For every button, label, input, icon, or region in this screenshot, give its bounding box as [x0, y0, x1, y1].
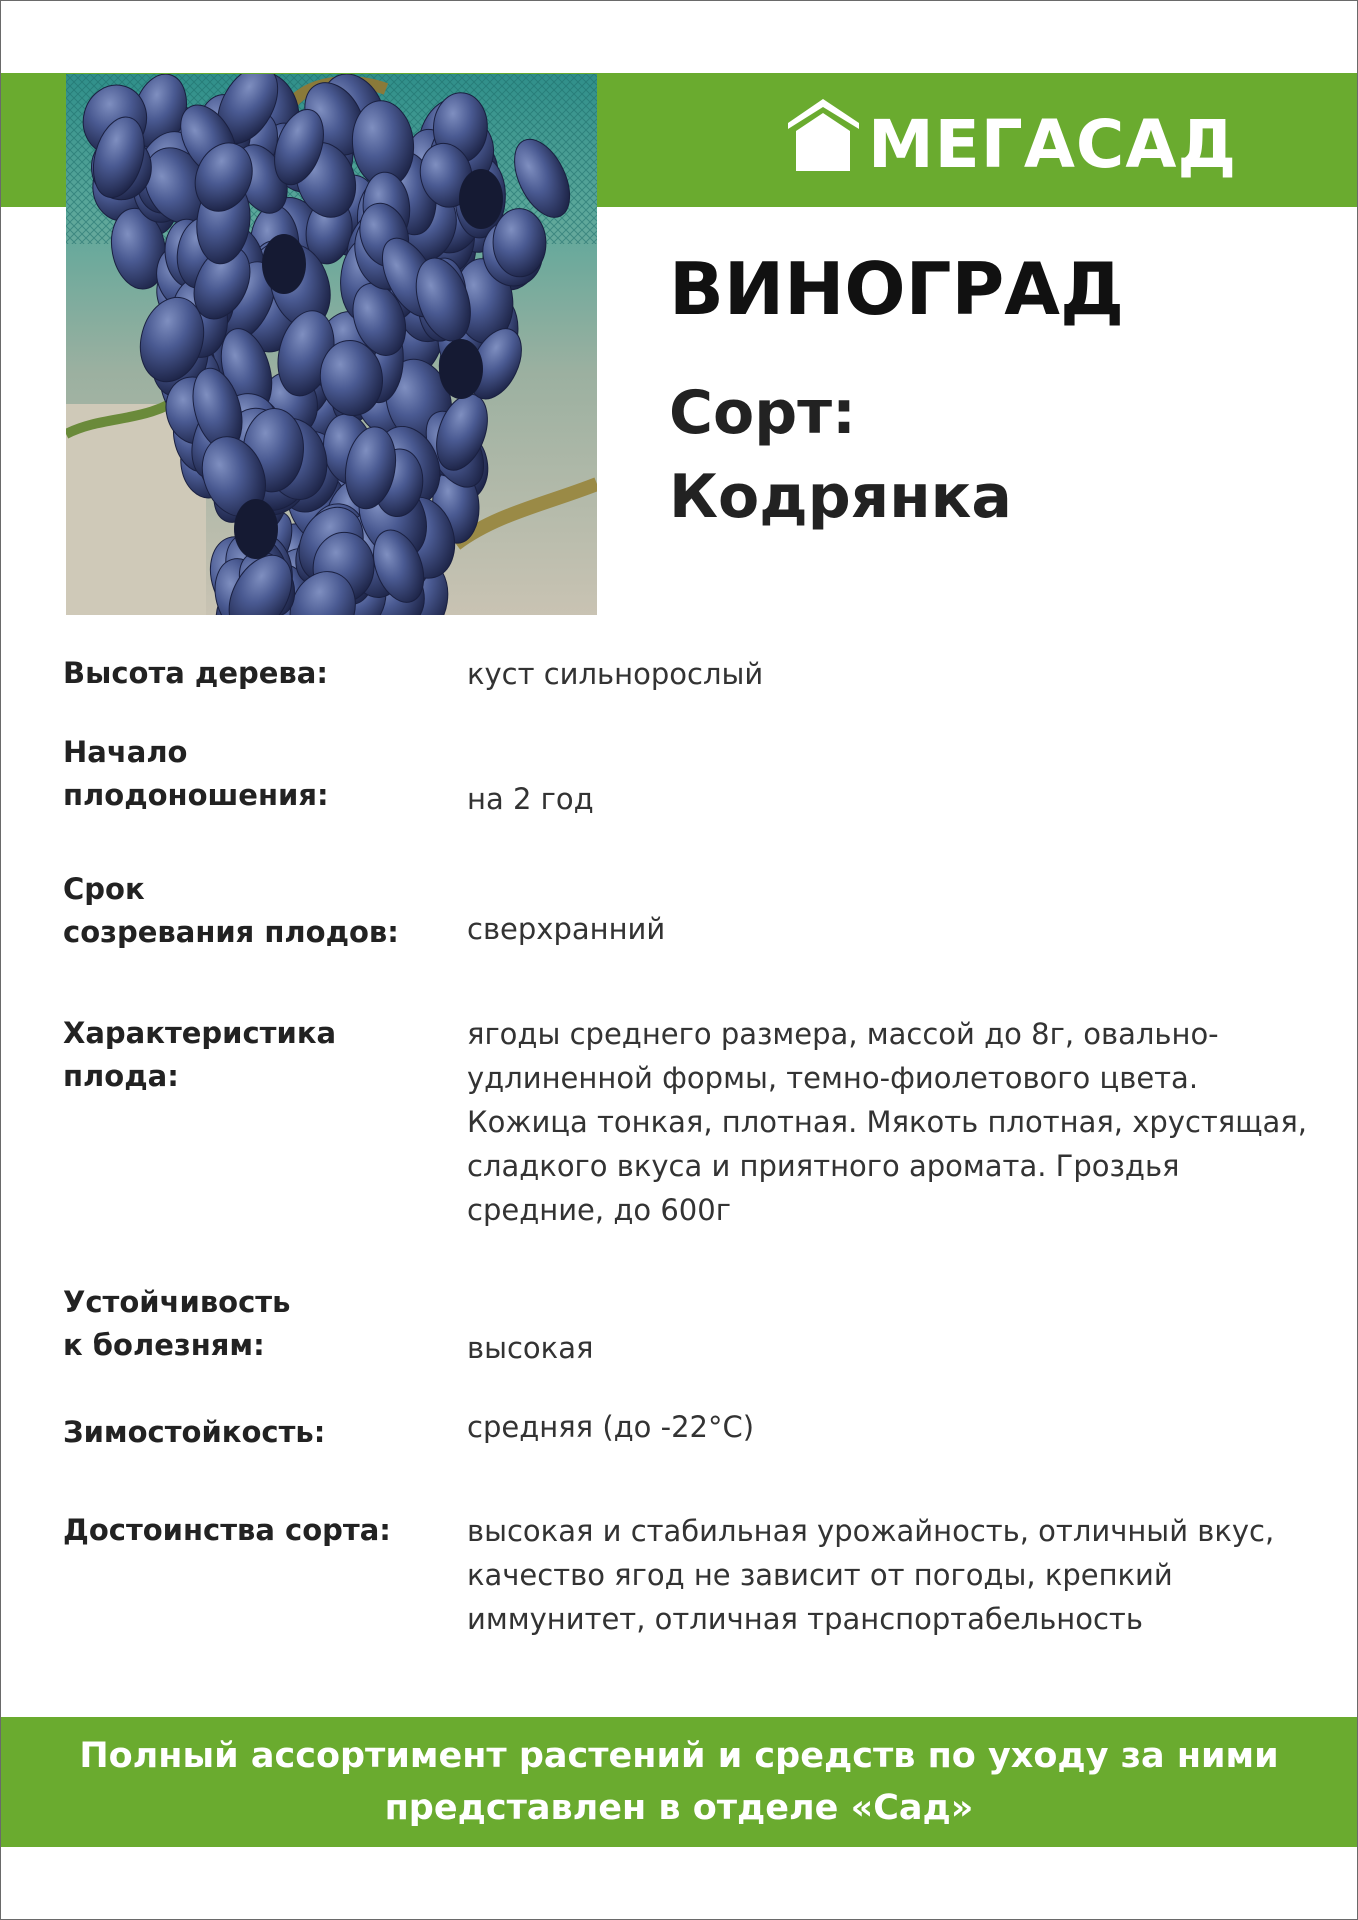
footer-line-1: Полный ассортимент растений и средств по уходу за ними — [79, 1736, 1279, 1776]
spec-label-ripening: Срок созревания плодов: — [63, 872, 399, 949]
spec-value-height: куст сильнорослый — [467, 657, 764, 691]
specs-table — [1, 1, 1357, 1701]
variety-label: Сорт: — [669, 378, 856, 448]
footer-line-2: представлен в отделе «Сад» — [384, 1788, 974, 1828]
spec-label-advantages: Достоинства сорта: — [63, 1513, 391, 1547]
spec-label-fruit: Характеристика плода: — [63, 1016, 337, 1093]
variety-name: Кодрянка — [669, 462, 1012, 532]
spec-label-height: Высота дерева: — [63, 656, 328, 690]
spec-value-disease-resistance: высокая — [467, 1331, 594, 1365]
product-title: ВИНОГРАД — [669, 247, 1125, 331]
spec-label-fruiting-start: Начало плодоношения: — [63, 735, 329, 812]
footer-band — [1, 1717, 1357, 1847]
spec-value-winter-hardiness: средняя (до -22°C) — [467, 1410, 755, 1444]
spec-value-advantages: высокая и стабильная урожайность, отличный вкус, качество ягод не зависит от погоды, крепкий иммунитет, отличная транспортабельность — [467, 1514, 1275, 1636]
spec-label-disease-resistance: Устойчивость к болезням: — [63, 1285, 291, 1362]
spec-value-fruit: ягоды среднего размера, массой до 8г, овально-удлиненной формы, темно-фиолетового цвета. Кожица тонкая, плотная. Мякоть плотная, хрустящая, сладкого вкуса и приятного аромата. Гроздья средние, до 600г — [467, 1017, 1307, 1227]
logo-text: МЕГАСАД — [868, 106, 1238, 183]
spec-value-fruiting-start: на 2 год — [467, 782, 594, 816]
spec-value-ripening: сверхранний — [467, 912, 666, 946]
spec-label-winter-hardiness: Зимостойкость: — [63, 1415, 326, 1449]
